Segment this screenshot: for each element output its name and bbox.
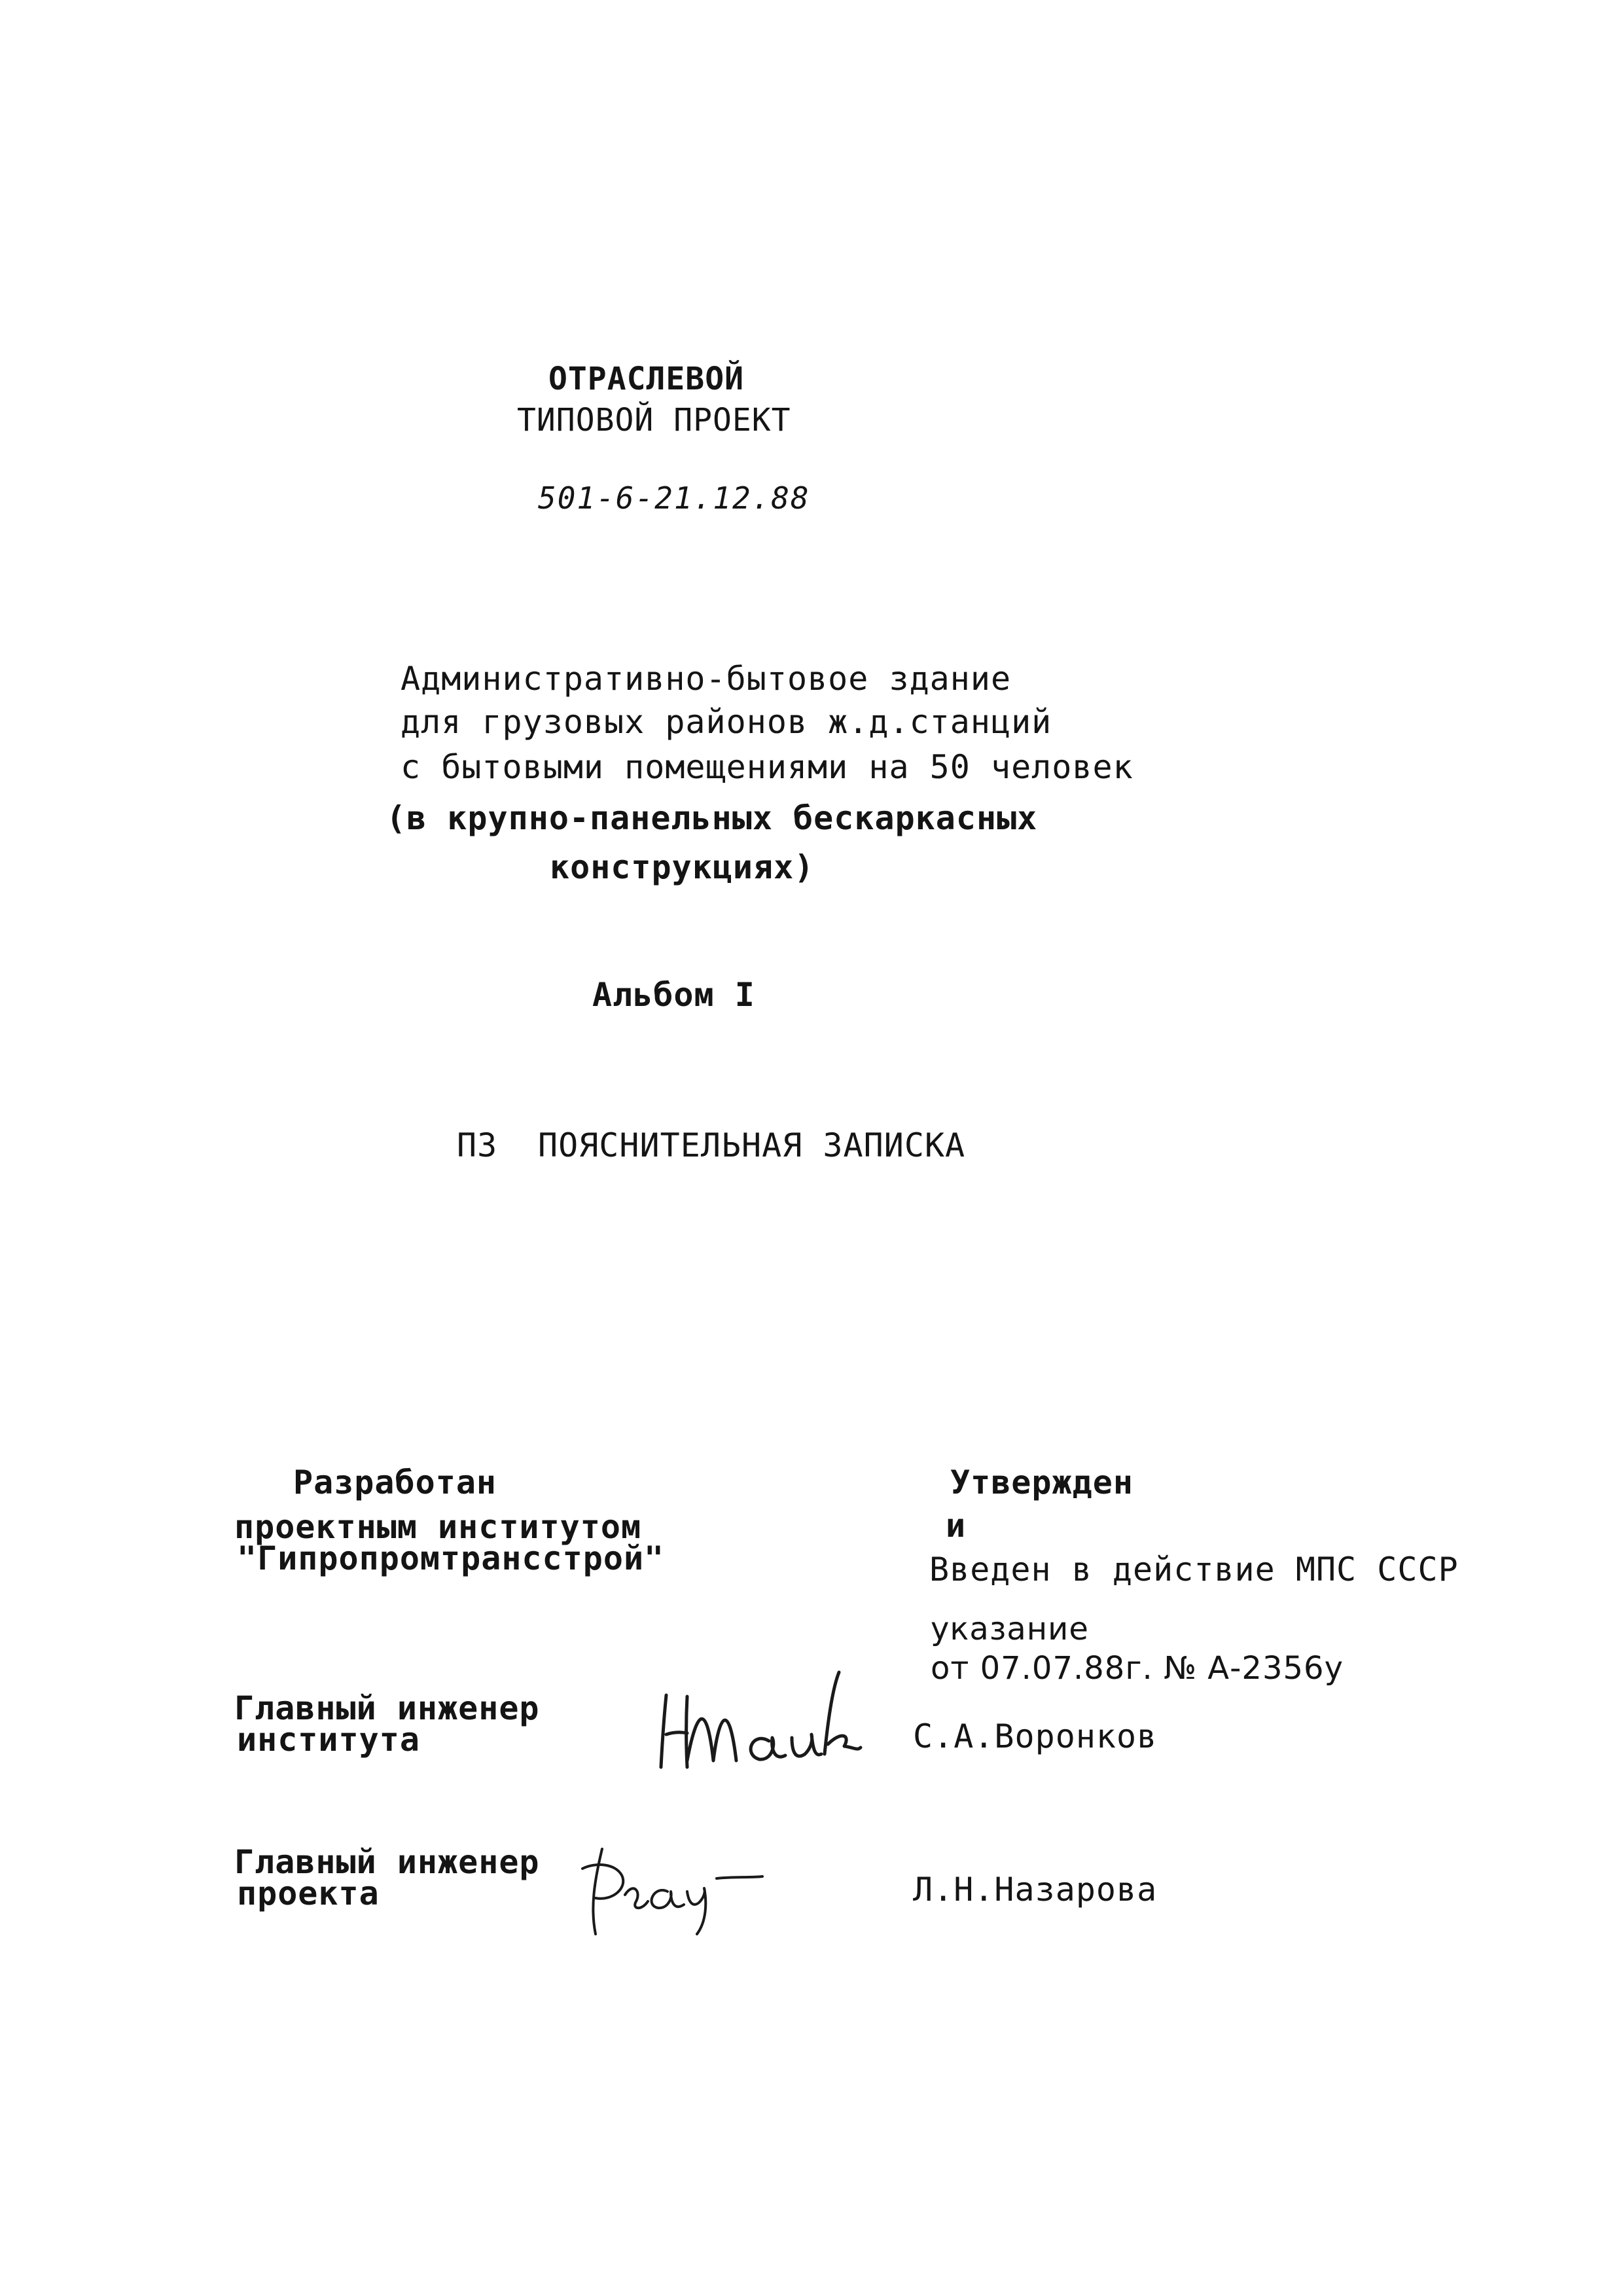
signature-1-role-line-1: Главный инженер: [234, 1689, 540, 1727]
approved-label: Утвержден: [950, 1463, 1133, 1501]
title-line-3: с бытовыми помещениями на 50 человек: [401, 748, 1133, 786]
developed-line-1: проектным институтом: [234, 1508, 642, 1546]
title-line-1: Административно-бытовое здание: [401, 660, 1012, 698]
approved-line-3: от 07.07.88г. № А-2356у: [931, 1650, 1344, 1687]
signature-2-role-line-2: проекта: [237, 1874, 380, 1912]
signature-2-handwritten: [576, 1829, 785, 1941]
album-label: Альбом I: [592, 976, 755, 1014]
approved-line-1: Введен в действие МПС СССР: [929, 1551, 1459, 1588]
signature-1-role-line-2: института: [237, 1721, 420, 1759]
developed-line-2: "Гипропромтрансстрой": [237, 1539, 665, 1577]
approved-and: и: [946, 1507, 967, 1545]
signature-2-name: Л.Н.Назарова: [913, 1871, 1158, 1909]
title-line-2: для грузовых районов ж.д.станций: [401, 703, 1052, 741]
section-code: ПЗ: [457, 1126, 498, 1164]
section-name: ПОЯСНИТЕЛЬНАЯ ЗАПИСКА: [538, 1126, 966, 1164]
signature-2-role-line-1: Главный инженер: [234, 1843, 540, 1881]
signature-1-name: С.А.Воронков: [913, 1717, 1158, 1755]
header-line-2: ТИПОВОЙ ПРОЕКТ: [517, 402, 791, 439]
title-line-5: конструкциях): [550, 848, 815, 886]
project-code: 501-6-21.12.88: [538, 480, 810, 516]
header-line-1: ОТРАСЛЕВОЙ: [548, 361, 744, 397]
signature-1-handwritten: [648, 1669, 864, 1780]
approved-line-2: указание: [931, 1611, 1089, 1647]
title-line-4: (в крупно-панельных бескаркасных: [386, 799, 1038, 837]
developed-label: Разработан: [293, 1463, 497, 1501]
